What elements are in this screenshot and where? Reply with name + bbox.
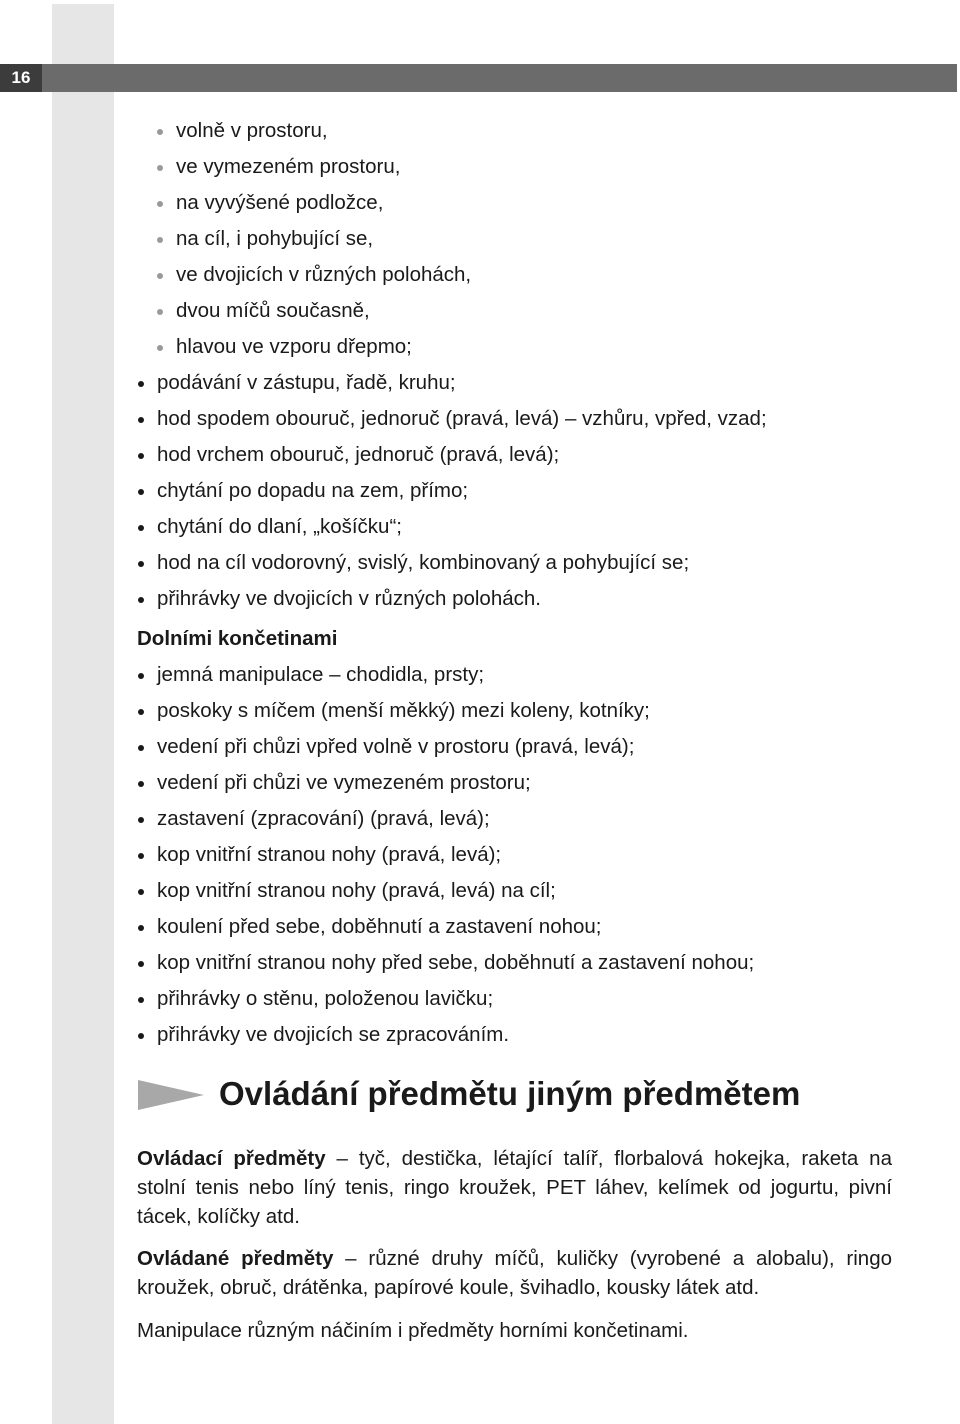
list-item bbox=[157, 801, 754, 837]
list-item-text: chytání do dlaní, „košíčku“; bbox=[157, 515, 402, 538]
bullet-icon bbox=[138, 781, 144, 787]
list-item bbox=[176, 257, 471, 293]
list-item bbox=[157, 909, 754, 945]
list-item bbox=[157, 873, 754, 909]
list-item bbox=[157, 981, 754, 1017]
list-item-text: jemná manipulace – chodidla, prsty; bbox=[157, 663, 485, 686]
list-item bbox=[157, 509, 767, 545]
list-item bbox=[157, 729, 754, 765]
list-item-text: hlavou ve vzporu dřepmo; bbox=[176, 335, 412, 358]
paragraph-manipulation bbox=[137, 1316, 892, 1345]
paragraph-text: Manipulace různým náčiním i předměty horními končetinami. bbox=[137, 1319, 689, 1342]
lower-limbs-heading: Dolními končetinami bbox=[137, 627, 338, 650]
list-item-text: volně v prostoru, bbox=[176, 119, 328, 142]
bullet-icon bbox=[138, 381, 144, 387]
paragraph-text: – tyč, destička, létající talíř, florbalová hokejka, raketa na stolní tenis nebo líný tenis, ringo kroužek, PET láhev, kelímek od jogurtu, pivní tácek, kolíčky atd. bbox=[137, 1147, 892, 1228]
bullet-icon bbox=[157, 273, 163, 279]
sub-bullet-list bbox=[176, 113, 471, 365]
header-bar bbox=[0, 64, 957, 92]
list-item bbox=[157, 581, 767, 617]
bullet-icon bbox=[138, 417, 144, 423]
list-item bbox=[157, 437, 767, 473]
bullet-icon bbox=[138, 453, 144, 459]
list-item bbox=[157, 693, 754, 729]
list-item-text: přihrávky ve dvojicích v různých polohách. bbox=[157, 587, 541, 610]
bullet-icon bbox=[138, 561, 144, 567]
bullet-icon bbox=[138, 709, 144, 715]
bullet-icon bbox=[157, 129, 163, 135]
list-item-text: hod spodem obouruč, jednoruč (pravá, levá) – vzhůru, vpřed, vzad; bbox=[157, 407, 767, 430]
paragraph-control-objects bbox=[137, 1144, 892, 1231]
list-item bbox=[157, 545, 767, 581]
list-item bbox=[176, 185, 471, 221]
bullet-icon bbox=[138, 525, 144, 531]
list-item-text: přihrávky o stěnu, položenou lavičku; bbox=[157, 987, 494, 1010]
list-item-text: kop vnitřní stranou nohy před sebe, doběhnutí a zastavení nohou; bbox=[157, 951, 755, 974]
list-item bbox=[176, 113, 471, 149]
list-item-text: koulení před sebe, doběhnutí a zastavení nohou; bbox=[157, 915, 602, 938]
bullet-icon bbox=[157, 165, 163, 171]
bullet-icon bbox=[138, 853, 144, 859]
list-item-text: hod vrchem obouruč, jednoruč (pravá, levá); bbox=[157, 443, 560, 466]
list-item bbox=[157, 945, 754, 981]
list-item bbox=[176, 149, 471, 185]
list-item bbox=[157, 1017, 754, 1053]
bullet-icon bbox=[138, 1033, 144, 1039]
list-item bbox=[157, 401, 767, 437]
side-margin-bar bbox=[52, 4, 114, 1424]
arrow-icon bbox=[138, 1080, 204, 1110]
list-item bbox=[157, 365, 767, 401]
term-control-objects: Ovládací předměty bbox=[137, 1147, 326, 1170]
list-item-text: vedení při chůzi vpřed volně v prostoru (pravá, levá); bbox=[157, 735, 635, 758]
list-item-text: ve dvojicích v různých polohách, bbox=[176, 263, 472, 286]
paragraph-text: – různé druhy míčů, kuličky (vyrobené a alobalu), ringo kroužek, obruč, drátěnka, papírové koule, švihadlo, kousky látek atd. bbox=[137, 1247, 892, 1299]
list-item-text: na cíl, i pohybující se, bbox=[176, 227, 374, 250]
list-item-text: vedení při chůzi ve vymezeném prostoru; bbox=[157, 771, 531, 794]
list-item-text: na vyvýšené podložce, bbox=[176, 191, 384, 214]
bullet-icon bbox=[138, 961, 144, 967]
bullet-icon bbox=[157, 345, 163, 351]
bullet-icon bbox=[138, 925, 144, 931]
list-item-text: ve vymezeném prostoru, bbox=[176, 155, 401, 178]
list-item bbox=[176, 329, 471, 365]
bullet-icon bbox=[138, 489, 144, 495]
bullet-icon bbox=[157, 237, 163, 243]
list-item-text: chytání po dopadu na zem, přímo; bbox=[157, 479, 469, 502]
list-item-text: podávání v zástupu, řadě, kruhu; bbox=[157, 371, 456, 394]
bullet-icon bbox=[138, 745, 144, 751]
bullet-icon bbox=[138, 997, 144, 1003]
list-item-text: kop vnitřní stranou nohy (pravá, levá); bbox=[157, 843, 502, 866]
list-item-text: kop vnitřní stranou nohy (pravá, levá) na cíl; bbox=[157, 879, 556, 902]
bullet-icon bbox=[138, 817, 144, 823]
term-controlled-objects: Ovládané předměty bbox=[137, 1247, 334, 1270]
bullet-icon bbox=[157, 201, 163, 207]
bullet-icon bbox=[138, 597, 144, 603]
list-item bbox=[157, 765, 754, 801]
lower-limbs-list bbox=[157, 657, 754, 1053]
page-number: 16 bbox=[0, 64, 42, 92]
list-item-text: hod na cíl vodorovný, svislý, kombinovaný a pohybující se; bbox=[157, 551, 690, 574]
list-item bbox=[176, 221, 471, 257]
paragraph-controlled-objects bbox=[137, 1244, 892, 1302]
list-item-text: zastavení (zpracování) (pravá, levá); bbox=[157, 807, 490, 830]
list-item-text: poskoky s míčem (menší měkký) mezi koleny, kotníky; bbox=[157, 699, 650, 722]
upper-limbs-list bbox=[157, 365, 767, 617]
bullet-icon bbox=[138, 673, 144, 679]
list-item bbox=[176, 293, 471, 329]
section-title: Ovládání předmětu jiným předmětem bbox=[219, 1075, 801, 1112]
bullet-icon bbox=[138, 889, 144, 895]
list-item bbox=[157, 837, 754, 873]
list-item-text: dvou míčů současně, bbox=[176, 299, 370, 322]
list-item bbox=[157, 473, 767, 509]
list-item bbox=[157, 657, 754, 693]
bullet-icon bbox=[157, 309, 163, 315]
list-item-text: přihrávky ve dvojicích se zpracováním. bbox=[157, 1023, 510, 1046]
